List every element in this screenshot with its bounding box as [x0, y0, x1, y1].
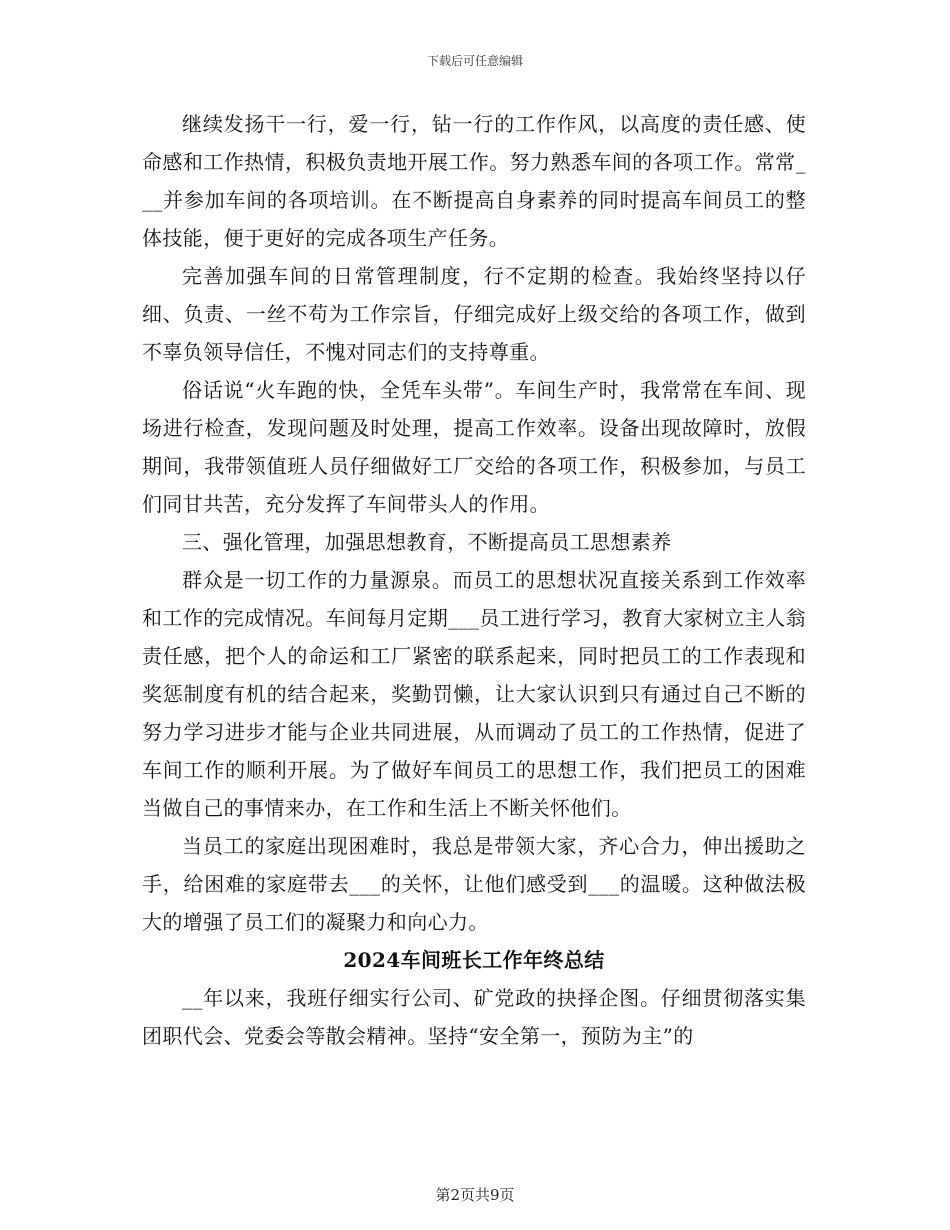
- paragraph: 群众是一切工作的力量源泉。而员工的思想状况直接关系到工作效率和工作的完成情况。车间每月定期___员工进行学习，教育大家树立主人翁责任感，把个人的命运和工厂紧密的联系起来，同时把员工的工作表现和奖惩制度有机的结合起来，奖勤罚懒，让大家认识到只有通过自己不断的努力学习进步才能与企业共同进展，从而调动了员工的工作热情，促进了车间工作的顺利开展。为了做好车间员工的思想工作，我们把员工的困难当做自己的事情来办，在工作和生活上不断关怀他们。: [142, 568, 806, 820]
- paragraph: 继续发扬干一行，爱一行，钻一行的工作作风，以高度的责任感、使命感和工作热情，积极负责地开展工作。努力熟悉车间的各项工作。常常___并参加车间的各项培训。在不断提高自身素养的同时提高车间员工的整体技能，便于更好的完成各项生产任务。: [142, 112, 806, 250]
- section-heading: 三、强化管理，加强思想教育，不断提高员工思想素养: [182, 530, 672, 554]
- document-body: [142, 105, 806, 1055]
- paragraph: 当员工的家庭出现困难时，我总是带领大家，齐心合力，伸出援助之手，给困难的家庭带去___的关怀，让他们感受到___的温暖。这种做法极大的增强了员工们的凝聚力和向心力。: [142, 834, 806, 934]
- paragraph: 完善加强车间的日常管理制度，行不定期的检查。我始终坚持以仔细、负责、一丝不苟为工作宗旨，仔细完成好上级交给的各项工作，做到不辜负领导信任，不愧对同志们的支持尊重。: [142, 264, 806, 364]
- page-footer: 第2页共9页: [435, 1186, 515, 1204]
- paragraph: 俗话说“火车跑的快，全凭车头带”。车间生产时，我常常在车间、现场进行检查，发现问题及时处理，提高工作效率。设备出现故障时，放假期间，我带领值班人员仔细做好工厂交给的各项工作，积极参加，与员工们同甘共苦，充分发挥了车间带头人的作用。: [142, 378, 806, 516]
- paragraph: __年以来，我班仔细实行公司、矿党政的抉择企图。仔细贯彻落实集团职代会、党委会等散会精神。坚持“安全第一，预防为主”的: [142, 986, 806, 1048]
- page-header: 下载后可任意编辑: [426, 54, 523, 68]
- section-title: 2024车间班长工作年终总结: [343, 948, 605, 972]
